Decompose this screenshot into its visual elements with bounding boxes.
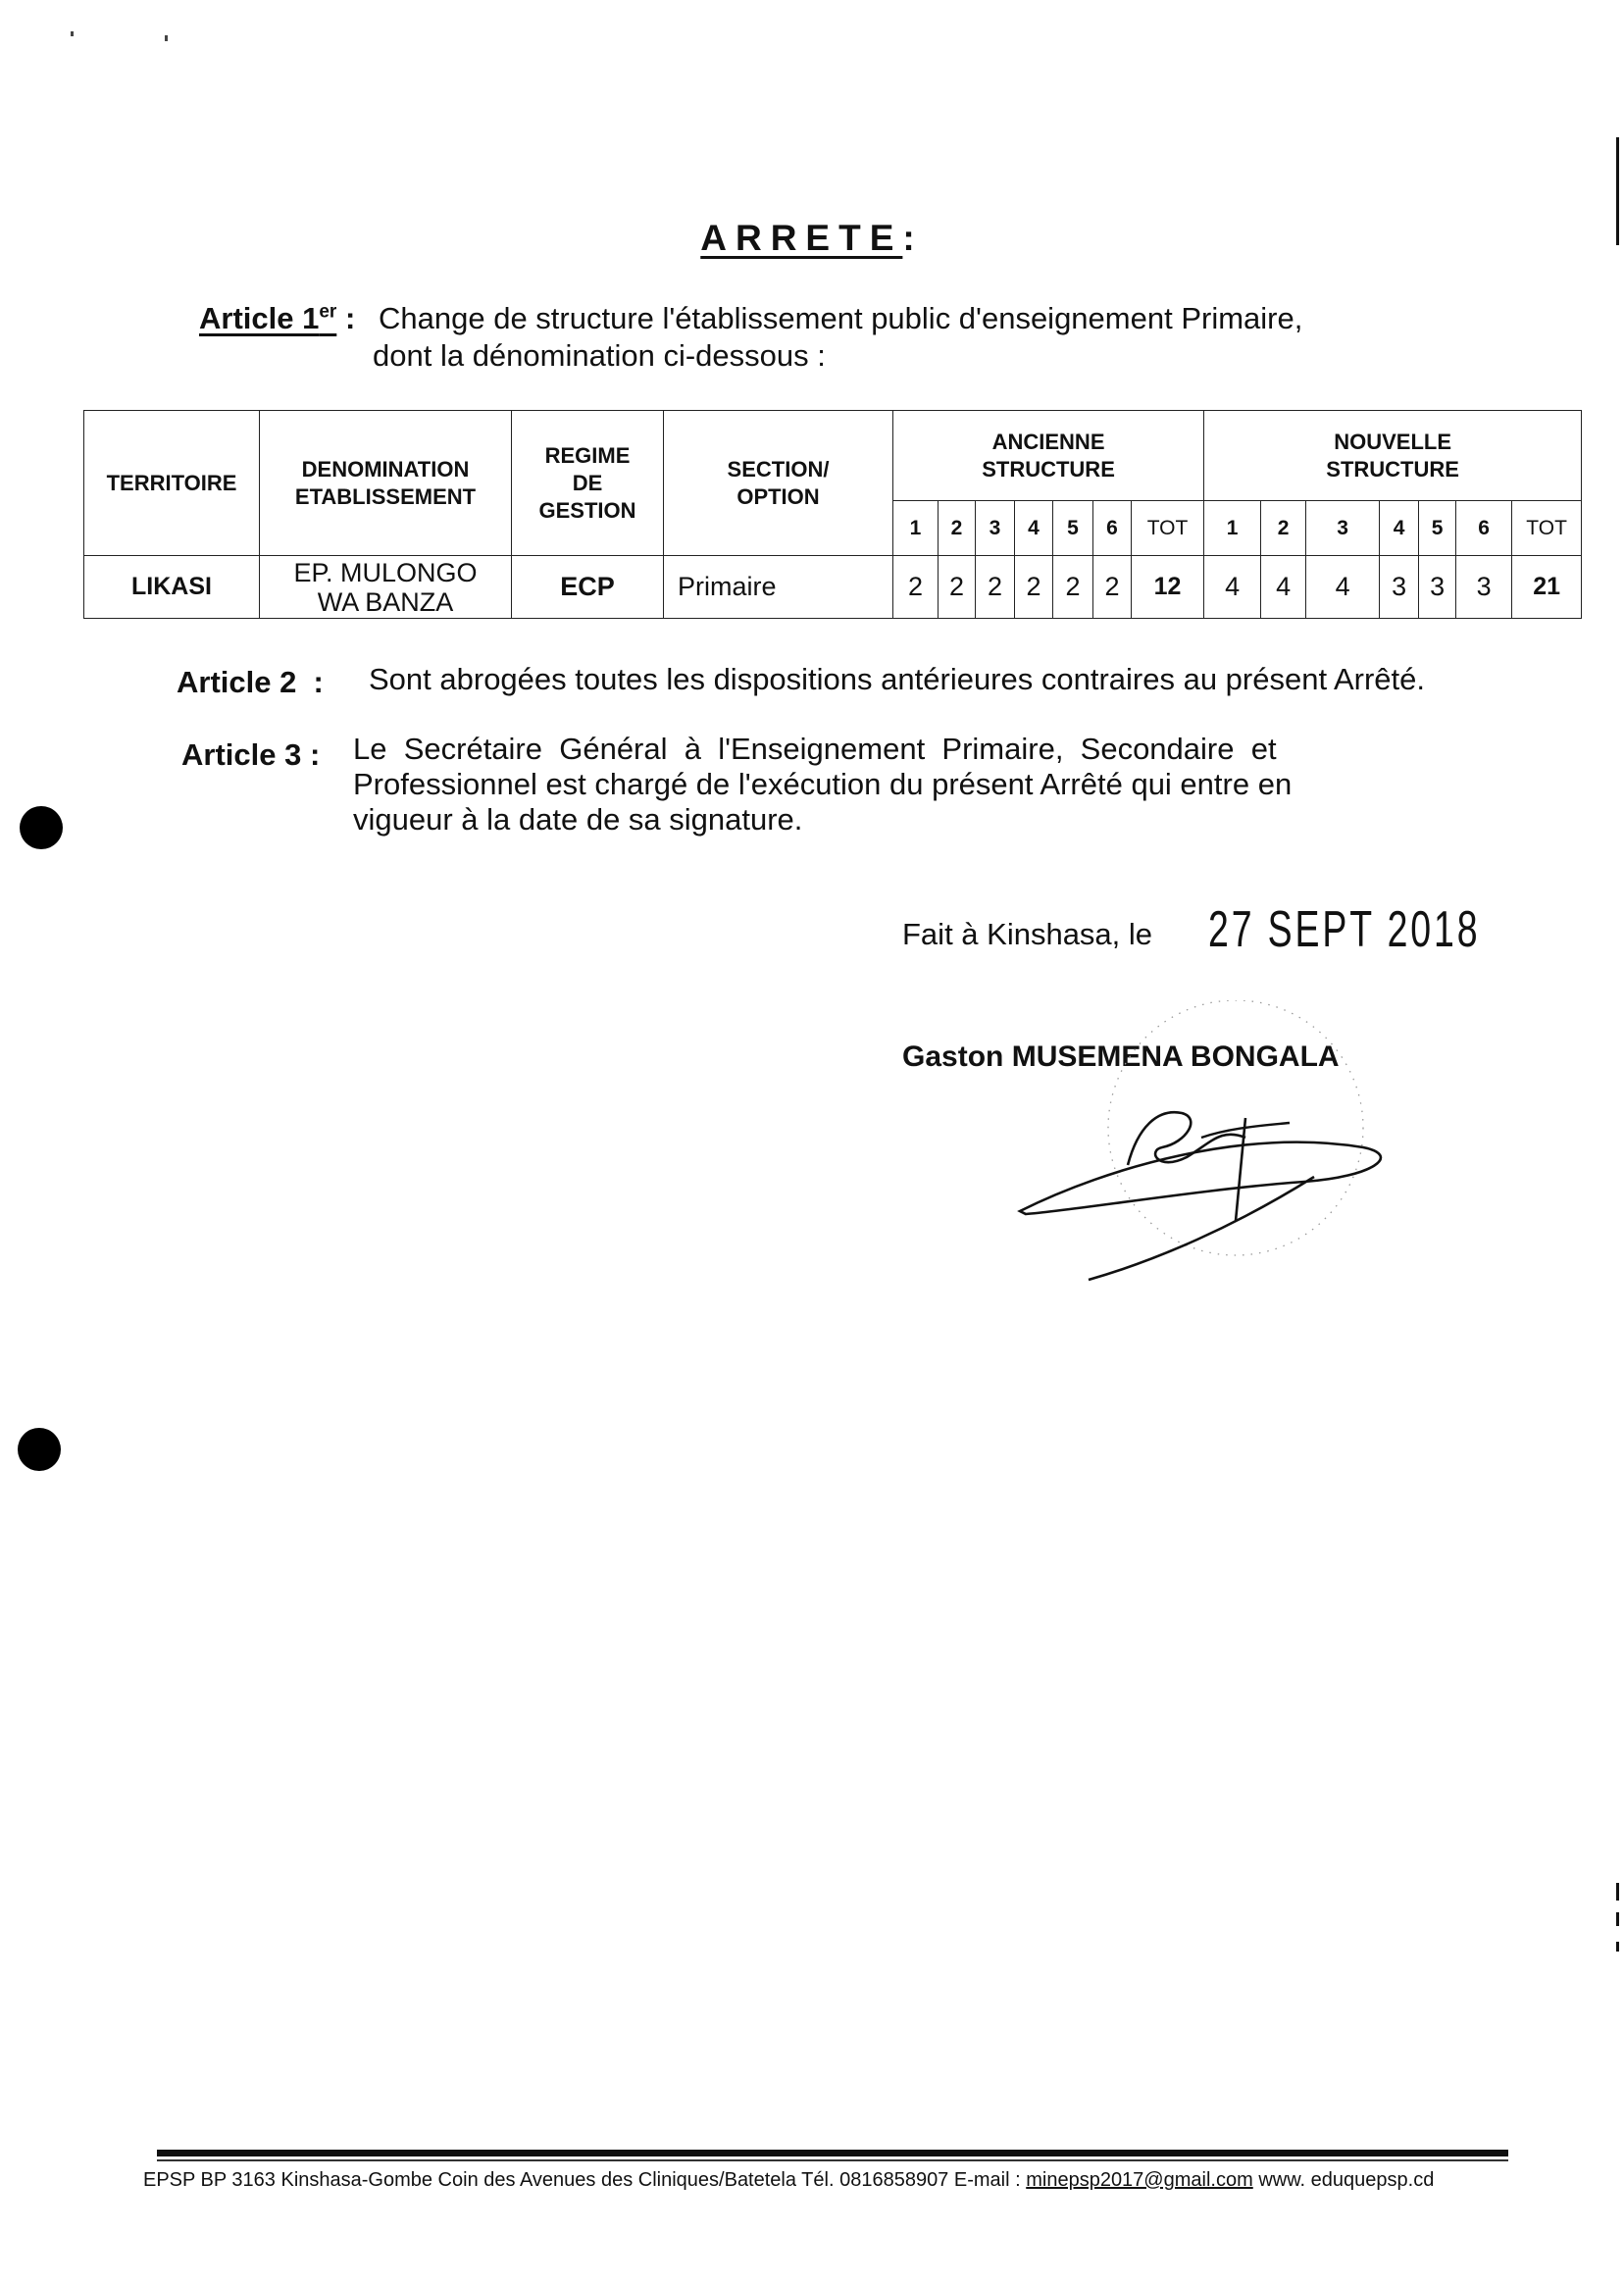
sub-header-cell: 5	[1419, 501, 1456, 556]
article-1-separator: :	[344, 301, 356, 335]
cell-denomination	[260, 556, 512, 619]
footer-address	[143, 2169, 1434, 2192]
sub-header-cell: 1	[1204, 501, 1261, 556]
footer-email[interactable]: minepsp2017@gmail.com	[1026, 2169, 1253, 2191]
article-1-line-1: Change de structure l'établissement public d'enseignement Primaire,	[379, 301, 1303, 335]
signature-stroke	[1128, 1112, 1245, 1165]
page-edge-mark	[1616, 1942, 1619, 1952]
article-1-heading	[199, 301, 355, 336]
punch-hole	[20, 806, 63, 849]
title-colon: :	[902, 218, 924, 258]
sub-header-cell: 2	[939, 501, 976, 556]
footer-rule-thin	[157, 2159, 1508, 2161]
cell-ancienne-6: 2	[1093, 556, 1132, 619]
article-2-text: Sont abrogées toutes les dispositions antérieures contraires au présent Arrêté.	[369, 662, 1426, 696]
denomination-line-2: WA BANZA	[317, 586, 454, 617]
header-section: SECTION/ OPTION	[664, 411, 893, 556]
cell-nouvelle-5: 3	[1419, 556, 1456, 619]
footer-rule	[157, 2150, 1508, 2156]
sub-header-cell: 6	[1093, 501, 1132, 556]
sub-header-cell: 2	[1261, 501, 1306, 556]
signatory-first-name: Gaston	[902, 1040, 1004, 1073]
cell-territoire: LIKASI	[84, 556, 260, 619]
denomination-line-1: EP. MULONGO	[293, 557, 478, 587]
scan-mark	[71, 31, 74, 36]
sub-header-cell: 3	[1306, 501, 1380, 556]
sub-header-total: TOT	[1132, 501, 1204, 556]
article-3-line-3: vigueur à la date de sa signature.	[353, 802, 803, 837]
article-1-label: Article 1er	[199, 301, 337, 335]
cell-ancienne-total: 12	[1132, 556, 1204, 619]
sub-header-cell: 6	[1456, 501, 1512, 556]
cell-regime: ECP	[512, 556, 664, 619]
sub-header-total: TOT	[1512, 501, 1582, 556]
signature-graphic	[990, 1000, 1442, 1294]
title-text: ARRETE	[700, 218, 903, 258]
header-denomination: DENOMINATION ETABLISSEMENT	[260, 411, 512, 556]
footer-contact: EPSP BP 3163 Kinshasa-Gombe Coin des Avenues des Cliniques/Batetela Tél. 0816858907 E-mail :	[143, 2169, 1021, 2191]
sub-header-cell: 5	[1053, 501, 1093, 556]
page-edge-mark	[1616, 1883, 1619, 1901]
header-territoire: TERRITOIRE	[84, 411, 260, 556]
header-regime: REGIME DE GESTION	[512, 411, 664, 556]
article-2-label: Article 2 :	[177, 665, 324, 699]
place-date-label: Fait à Kinshasa, le	[902, 917, 1153, 951]
scan-mark	[165, 35, 168, 41]
signature-stroke	[1020, 1142, 1381, 1214]
cell-nouvelle-2: 4	[1261, 556, 1306, 619]
sub-header-cell: 4	[1015, 501, 1053, 556]
sub-header-cell: 1	[893, 501, 939, 556]
header-ancienne-structure: ANCIENNE STRUCTURE	[893, 411, 1204, 501]
article-3-body	[353, 732, 1446, 837]
cell-ancienne-4: 2	[1015, 556, 1053, 619]
cell-nouvelle-6: 3	[1456, 556, 1512, 619]
article-3-line-1: Le Secrétaire Général à l'Enseignement Primaire, Secondaire et	[353, 732, 1277, 766]
sub-header-cell: 4	[1380, 501, 1419, 556]
structure-table	[83, 410, 1582, 619]
cell-section: Primaire	[664, 556, 893, 619]
article-1-line-2: dont la dénomination ci-dessous :	[373, 338, 826, 373]
cell-ancienne-2: 2	[939, 556, 976, 619]
article-3-line-2: Professionnel est chargé de l'exécution du présent Arrêté qui entre en	[353, 767, 1293, 801]
punch-hole	[18, 1428, 61, 1471]
document-title	[0, 218, 1624, 259]
footer-website[interactable]: www. eduquepsp.cd	[1258, 2169, 1435, 2191]
cell-nouvelle-1: 4	[1204, 556, 1261, 619]
article-3-label: Article 3 :	[181, 737, 321, 772]
date-stamp: 27 SEPT 2018	[1208, 901, 1481, 958]
cell-ancienne-3: 2	[976, 556, 1015, 619]
header-nouvelle-structure: NOUVELLE STRUCTURE	[1204, 411, 1582, 501]
signatory-last-name: MUSEMENA BONGALA	[1011, 1040, 1340, 1073]
page-edge-mark	[1616, 1912, 1619, 1926]
table-row	[84, 556, 1582, 619]
signature-stroke	[1236, 1118, 1245, 1221]
cell-ancienne-5: 2	[1053, 556, 1093, 619]
cell-ancienne-1: 2	[893, 556, 939, 619]
sub-header-cell: 3	[976, 501, 1015, 556]
cell-nouvelle-total: 21	[1512, 556, 1582, 619]
cell-nouvelle-4: 3	[1380, 556, 1419, 619]
cell-nouvelle-3: 4	[1306, 556, 1380, 619]
